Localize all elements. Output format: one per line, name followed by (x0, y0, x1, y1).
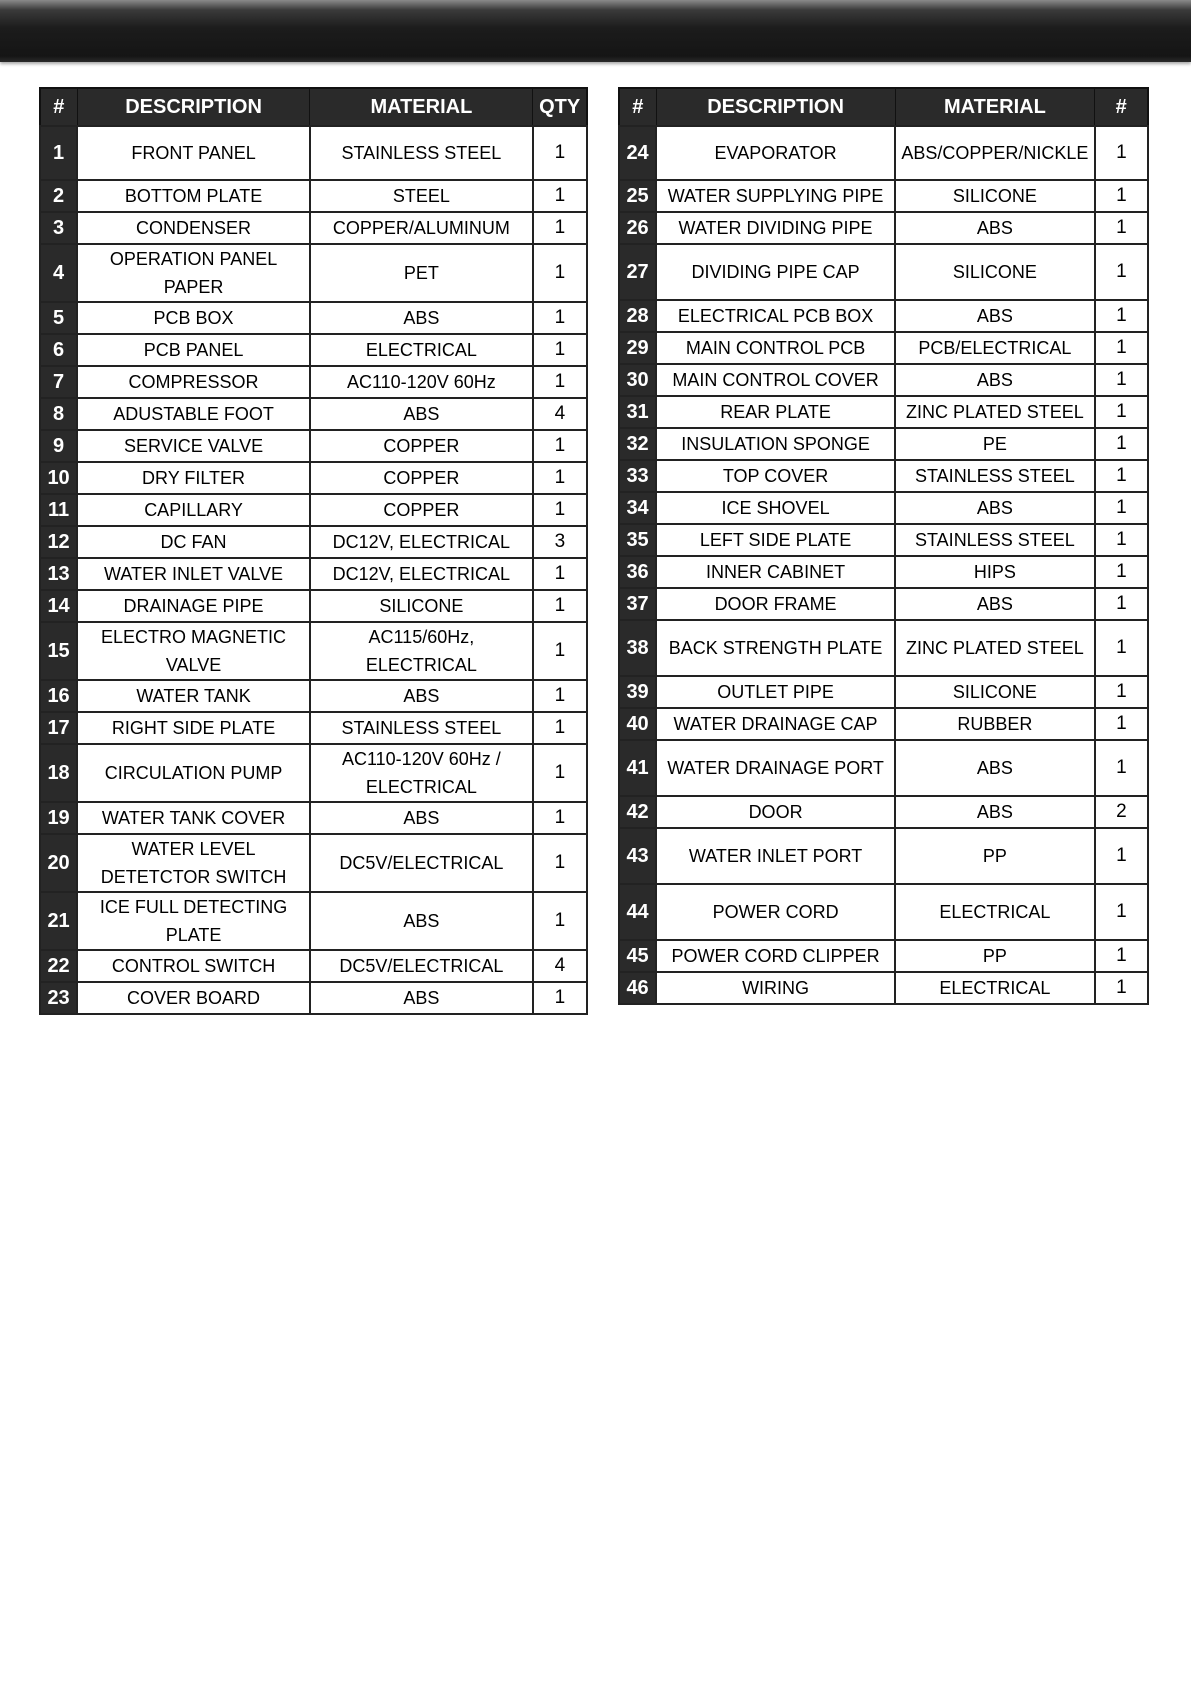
table-row (40, 302, 587, 334)
table-row (619, 620, 1148, 676)
table-row (619, 588, 1148, 620)
part-material: ELECTRICAL (895, 884, 1095, 940)
part-qty: 1 (1095, 244, 1148, 300)
part-description: WATER LEVEL DETETCTOR SWITCH (77, 834, 310, 892)
part-description: OPERATION PANEL PAPER (77, 244, 310, 302)
part-material: DC12V, ELECTRICAL (310, 558, 533, 590)
part-number: 13 (40, 558, 77, 590)
table-row (40, 950, 587, 982)
table-header-row (619, 88, 1148, 126)
part-qty: 1 (1095, 676, 1148, 708)
part-number: 45 (619, 940, 656, 972)
part-material: ABS (310, 680, 533, 712)
part-number: 18 (40, 744, 77, 802)
part-number: 44 (619, 884, 656, 940)
part-qty: 1 (1095, 492, 1148, 524)
part-material: PCB/ELECTRICAL (895, 332, 1095, 364)
part-qty: 1 (1095, 884, 1148, 940)
part-material: ZINC PLATED STEEL (895, 396, 1095, 428)
part-number: 16 (40, 680, 77, 712)
table-row (619, 126, 1148, 180)
part-qty: 1 (1095, 180, 1148, 212)
part-qty: 1 (1095, 212, 1148, 244)
part-description: PCB PANEL (77, 334, 310, 366)
part-material: ABS (895, 212, 1095, 244)
table-row (40, 982, 587, 1014)
part-number: 34 (619, 492, 656, 524)
part-qty: 1 (533, 590, 587, 622)
part-material: STAINLESS STEEL (310, 126, 533, 180)
part-number: 37 (619, 588, 656, 620)
part-number: 2 (40, 180, 77, 212)
table-row (619, 940, 1148, 972)
part-number: 28 (619, 300, 656, 332)
part-material: ABS (310, 302, 533, 334)
part-number: 41 (619, 740, 656, 796)
part-number: 9 (40, 430, 77, 462)
part-number: 25 (619, 180, 656, 212)
part-qty: 1 (533, 712, 587, 744)
part-description: WATER DRAINAGE PORT (656, 740, 895, 796)
part-qty: 1 (533, 494, 587, 526)
part-description: WATER TANK (77, 680, 310, 712)
part-number: 1 (40, 126, 77, 180)
part-description: WATER DIVIDING PIPE (656, 212, 895, 244)
table-row (619, 524, 1148, 556)
part-number: 32 (619, 428, 656, 460)
part-material: ABS (895, 300, 1095, 332)
table-row (619, 796, 1148, 828)
part-number: 30 (619, 364, 656, 396)
part-description: SERVICE VALVE (77, 430, 310, 462)
part-material: HIPS (895, 556, 1095, 588)
part-number: 6 (40, 334, 77, 366)
part-material: AC110-120V 60Hz (310, 366, 533, 398)
part-qty: 1 (533, 834, 587, 892)
table-row (619, 244, 1148, 300)
part-material: PE (895, 428, 1095, 460)
column-header-number: # (40, 88, 77, 126)
part-material: SILICONE (895, 676, 1095, 708)
part-qty: 1 (533, 892, 587, 950)
table-row (619, 332, 1148, 364)
part-description: BOTTOM PLATE (77, 180, 310, 212)
part-number: 15 (40, 622, 77, 680)
part-material: STAINLESS STEEL (895, 460, 1095, 492)
parts-table-left (39, 87, 588, 1015)
part-description: DOOR (656, 796, 895, 828)
part-qty: 1 (1095, 556, 1148, 588)
part-qty: 1 (1095, 620, 1148, 676)
part-number: 42 (619, 796, 656, 828)
part-qty: 1 (533, 212, 587, 244)
part-material: COPPER (310, 462, 533, 494)
part-description: ICE SHOVEL (656, 492, 895, 524)
part-qty: 1 (533, 462, 587, 494)
part-material: SILICONE (895, 244, 1095, 300)
column-header-description: DESCRIPTION (77, 88, 310, 126)
column-header-material: MATERIAL (895, 88, 1095, 126)
part-material: PP (895, 940, 1095, 972)
part-qty: 1 (533, 180, 587, 212)
part-qty: 1 (533, 982, 587, 1014)
part-description: ELECTRICAL PCB BOX (656, 300, 895, 332)
part-material: ABS (895, 492, 1095, 524)
part-qty: 1 (1095, 332, 1148, 364)
part-qty: 1 (1095, 126, 1148, 180)
part-qty: 1 (1095, 588, 1148, 620)
table-row (619, 884, 1148, 940)
part-description: LEFT SIDE PLATE (656, 524, 895, 556)
part-description: POWER CORD CLIPPER (656, 940, 895, 972)
part-qty: 1 (1095, 396, 1148, 428)
part-description: RIGHT SIDE PLATE (77, 712, 310, 744)
part-description: REAR PLATE (656, 396, 895, 428)
part-description: WATER INLET VALVE (77, 558, 310, 590)
part-description: DRY FILTER (77, 462, 310, 494)
table-row (40, 622, 587, 680)
part-qty: 1 (1095, 828, 1148, 884)
part-material: ABS (310, 982, 533, 1014)
part-number: 39 (619, 676, 656, 708)
part-material: DC5V/ELECTRICAL (310, 834, 533, 892)
part-description: PCB BOX (77, 302, 310, 334)
part-qty: 1 (533, 622, 587, 680)
column-header-number: # (619, 88, 656, 126)
part-qty: 1 (533, 244, 587, 302)
table-row (619, 212, 1148, 244)
part-number: 43 (619, 828, 656, 884)
table-row (619, 556, 1148, 588)
table-row (619, 676, 1148, 708)
part-material: STAINLESS STEEL (310, 712, 533, 744)
part-description: ADUSTABLE FOOT (77, 398, 310, 430)
part-description: ELECTRO MAGNETIC VALVE (77, 622, 310, 680)
table-row (40, 244, 587, 302)
table-row (40, 366, 587, 398)
part-material: PET (310, 244, 533, 302)
part-material: ELECTRICAL (310, 334, 533, 366)
part-description: BACK STRENGTH PLATE (656, 620, 895, 676)
part-qty: 1 (533, 744, 587, 802)
part-number: 33 (619, 460, 656, 492)
table-row (40, 180, 587, 212)
part-number: 24 (619, 126, 656, 180)
part-number: 20 (40, 834, 77, 892)
table-row (619, 428, 1148, 460)
part-material: COPPER (310, 494, 533, 526)
part-description: DRAINAGE PIPE (77, 590, 310, 622)
part-description: TOP COVER (656, 460, 895, 492)
part-material: AC110-120V 60Hz / ELECTRICAL (310, 744, 533, 802)
part-material: STEEL (310, 180, 533, 212)
part-number: 23 (40, 982, 77, 1014)
part-number: 17 (40, 712, 77, 744)
part-number: 26 (619, 212, 656, 244)
part-material: ABS (895, 588, 1095, 620)
part-material: DC12V, ELECTRICAL (310, 526, 533, 558)
part-number: 36 (619, 556, 656, 588)
part-description: CIRCULATION PUMP (77, 744, 310, 802)
part-number: 12 (40, 526, 77, 558)
part-material: COPPER/ALUMINUM (310, 212, 533, 244)
part-number: 29 (619, 332, 656, 364)
part-description: EVAPORATOR (656, 126, 895, 180)
part-description: POWER CORD (656, 884, 895, 940)
table-row (40, 680, 587, 712)
part-number: 40 (619, 708, 656, 740)
table-row (619, 396, 1148, 428)
part-material: PP (895, 828, 1095, 884)
column-header-qty: QTY (533, 88, 587, 126)
part-description: MAIN CONTROL COVER (656, 364, 895, 396)
part-description: DIVIDING PIPE CAP (656, 244, 895, 300)
part-qty: 1 (533, 802, 587, 834)
table-row (619, 364, 1148, 396)
part-qty: 2 (1095, 796, 1148, 828)
part-number: 8 (40, 398, 77, 430)
part-description: WATER DRAINAGE CAP (656, 708, 895, 740)
table-row (40, 590, 587, 622)
part-description: DOOR FRAME (656, 588, 895, 620)
part-number: 14 (40, 590, 77, 622)
column-header-qty: # (1095, 88, 1148, 126)
part-material: ABS (310, 802, 533, 834)
table-row (40, 430, 587, 462)
part-qty: 1 (533, 430, 587, 462)
part-description: INNER CABINET (656, 556, 895, 588)
table-row (40, 712, 587, 744)
part-material: SILICONE (895, 180, 1095, 212)
part-material: COPPER (310, 430, 533, 462)
table-row (40, 494, 587, 526)
part-qty: 1 (1095, 300, 1148, 332)
part-material: ABS (310, 892, 533, 950)
table-row (40, 398, 587, 430)
part-material: ABS (895, 740, 1095, 796)
table-row (40, 802, 587, 834)
part-qty: 4 (533, 950, 587, 982)
part-description: FRONT PANEL (77, 126, 310, 180)
part-qty: 1 (1095, 428, 1148, 460)
part-material: STAINLESS STEEL (895, 524, 1095, 556)
part-number: 11 (40, 494, 77, 526)
part-number: 46 (619, 972, 656, 1004)
part-number: 19 (40, 802, 77, 834)
part-number: 31 (619, 396, 656, 428)
part-qty: 1 (1095, 972, 1148, 1004)
part-material: ABS (895, 364, 1095, 396)
table-row (40, 462, 587, 494)
table-row (40, 892, 587, 950)
part-material: ABS (310, 398, 533, 430)
part-description: ICE FULL DETECTING PLATE (77, 892, 310, 950)
part-material: SILICONE (310, 590, 533, 622)
part-description: WATER INLET PORT (656, 828, 895, 884)
part-number: 27 (619, 244, 656, 300)
table-row (619, 972, 1148, 1004)
part-number: 7 (40, 366, 77, 398)
table-row (619, 300, 1148, 332)
part-description: OUTLET PIPE (656, 676, 895, 708)
part-number: 5 (40, 302, 77, 334)
part-description: COMPRESSOR (77, 366, 310, 398)
table-header-row (40, 88, 587, 126)
part-qty: 1 (533, 680, 587, 712)
part-material: ELECTRICAL (895, 972, 1095, 1004)
parts-table-right (618, 87, 1149, 1005)
part-number: 38 (619, 620, 656, 676)
column-header-description: DESCRIPTION (656, 88, 895, 126)
table-row (40, 834, 587, 892)
part-material: ZINC PLATED STEEL (895, 620, 1095, 676)
part-material: AC115/60Hz, ELECTRICAL (310, 622, 533, 680)
part-description: CONDENSER (77, 212, 310, 244)
table-row (619, 828, 1148, 884)
part-qty: 1 (1095, 708, 1148, 740)
part-description: CONTROL SWITCH (77, 950, 310, 982)
part-number: 4 (40, 244, 77, 302)
table-row (40, 558, 587, 590)
part-material: RUBBER (895, 708, 1095, 740)
table-row (619, 460, 1148, 492)
table-row (619, 708, 1148, 740)
table-row (40, 212, 587, 244)
table-row (40, 744, 587, 802)
part-description: MAIN CONTROL PCB (656, 332, 895, 364)
part-qty: 1 (533, 334, 587, 366)
top-header-bar (0, 0, 1191, 62)
part-qty: 1 (533, 302, 587, 334)
table-row (40, 334, 587, 366)
part-qty: 4 (533, 398, 587, 430)
part-description: CAPILLARY (77, 494, 310, 526)
part-description: WATER SUPPLYING PIPE (656, 180, 895, 212)
part-qty: 1 (1095, 364, 1148, 396)
column-header-material: MATERIAL (310, 88, 533, 126)
part-qty: 1 (1095, 940, 1148, 972)
part-description: COVER BOARD (77, 982, 310, 1014)
part-qty: 1 (533, 558, 587, 590)
part-description: WIRING (656, 972, 895, 1004)
table-row (619, 740, 1148, 796)
part-description: WATER TANK COVER (77, 802, 310, 834)
part-qty: 1 (1095, 460, 1148, 492)
table-row (40, 526, 587, 558)
part-qty: 1 (533, 366, 587, 398)
part-number: 3 (40, 212, 77, 244)
part-number: 35 (619, 524, 656, 556)
part-number: 21 (40, 892, 77, 950)
part-qty: 1 (533, 126, 587, 180)
part-material: ABS/COPPER/NICKLE (895, 126, 1095, 180)
part-number: 22 (40, 950, 77, 982)
part-material: DC5V/ELECTRICAL (310, 950, 533, 982)
part-description: DC FAN (77, 526, 310, 558)
part-qty: 3 (533, 526, 587, 558)
table-row (619, 180, 1148, 212)
part-qty: 1 (1095, 740, 1148, 796)
part-number: 10 (40, 462, 77, 494)
table-row (619, 492, 1148, 524)
part-material: ABS (895, 796, 1095, 828)
table-row (40, 126, 587, 180)
part-description: INSULATION SPONGE (656, 428, 895, 460)
part-qty: 1 (1095, 524, 1148, 556)
